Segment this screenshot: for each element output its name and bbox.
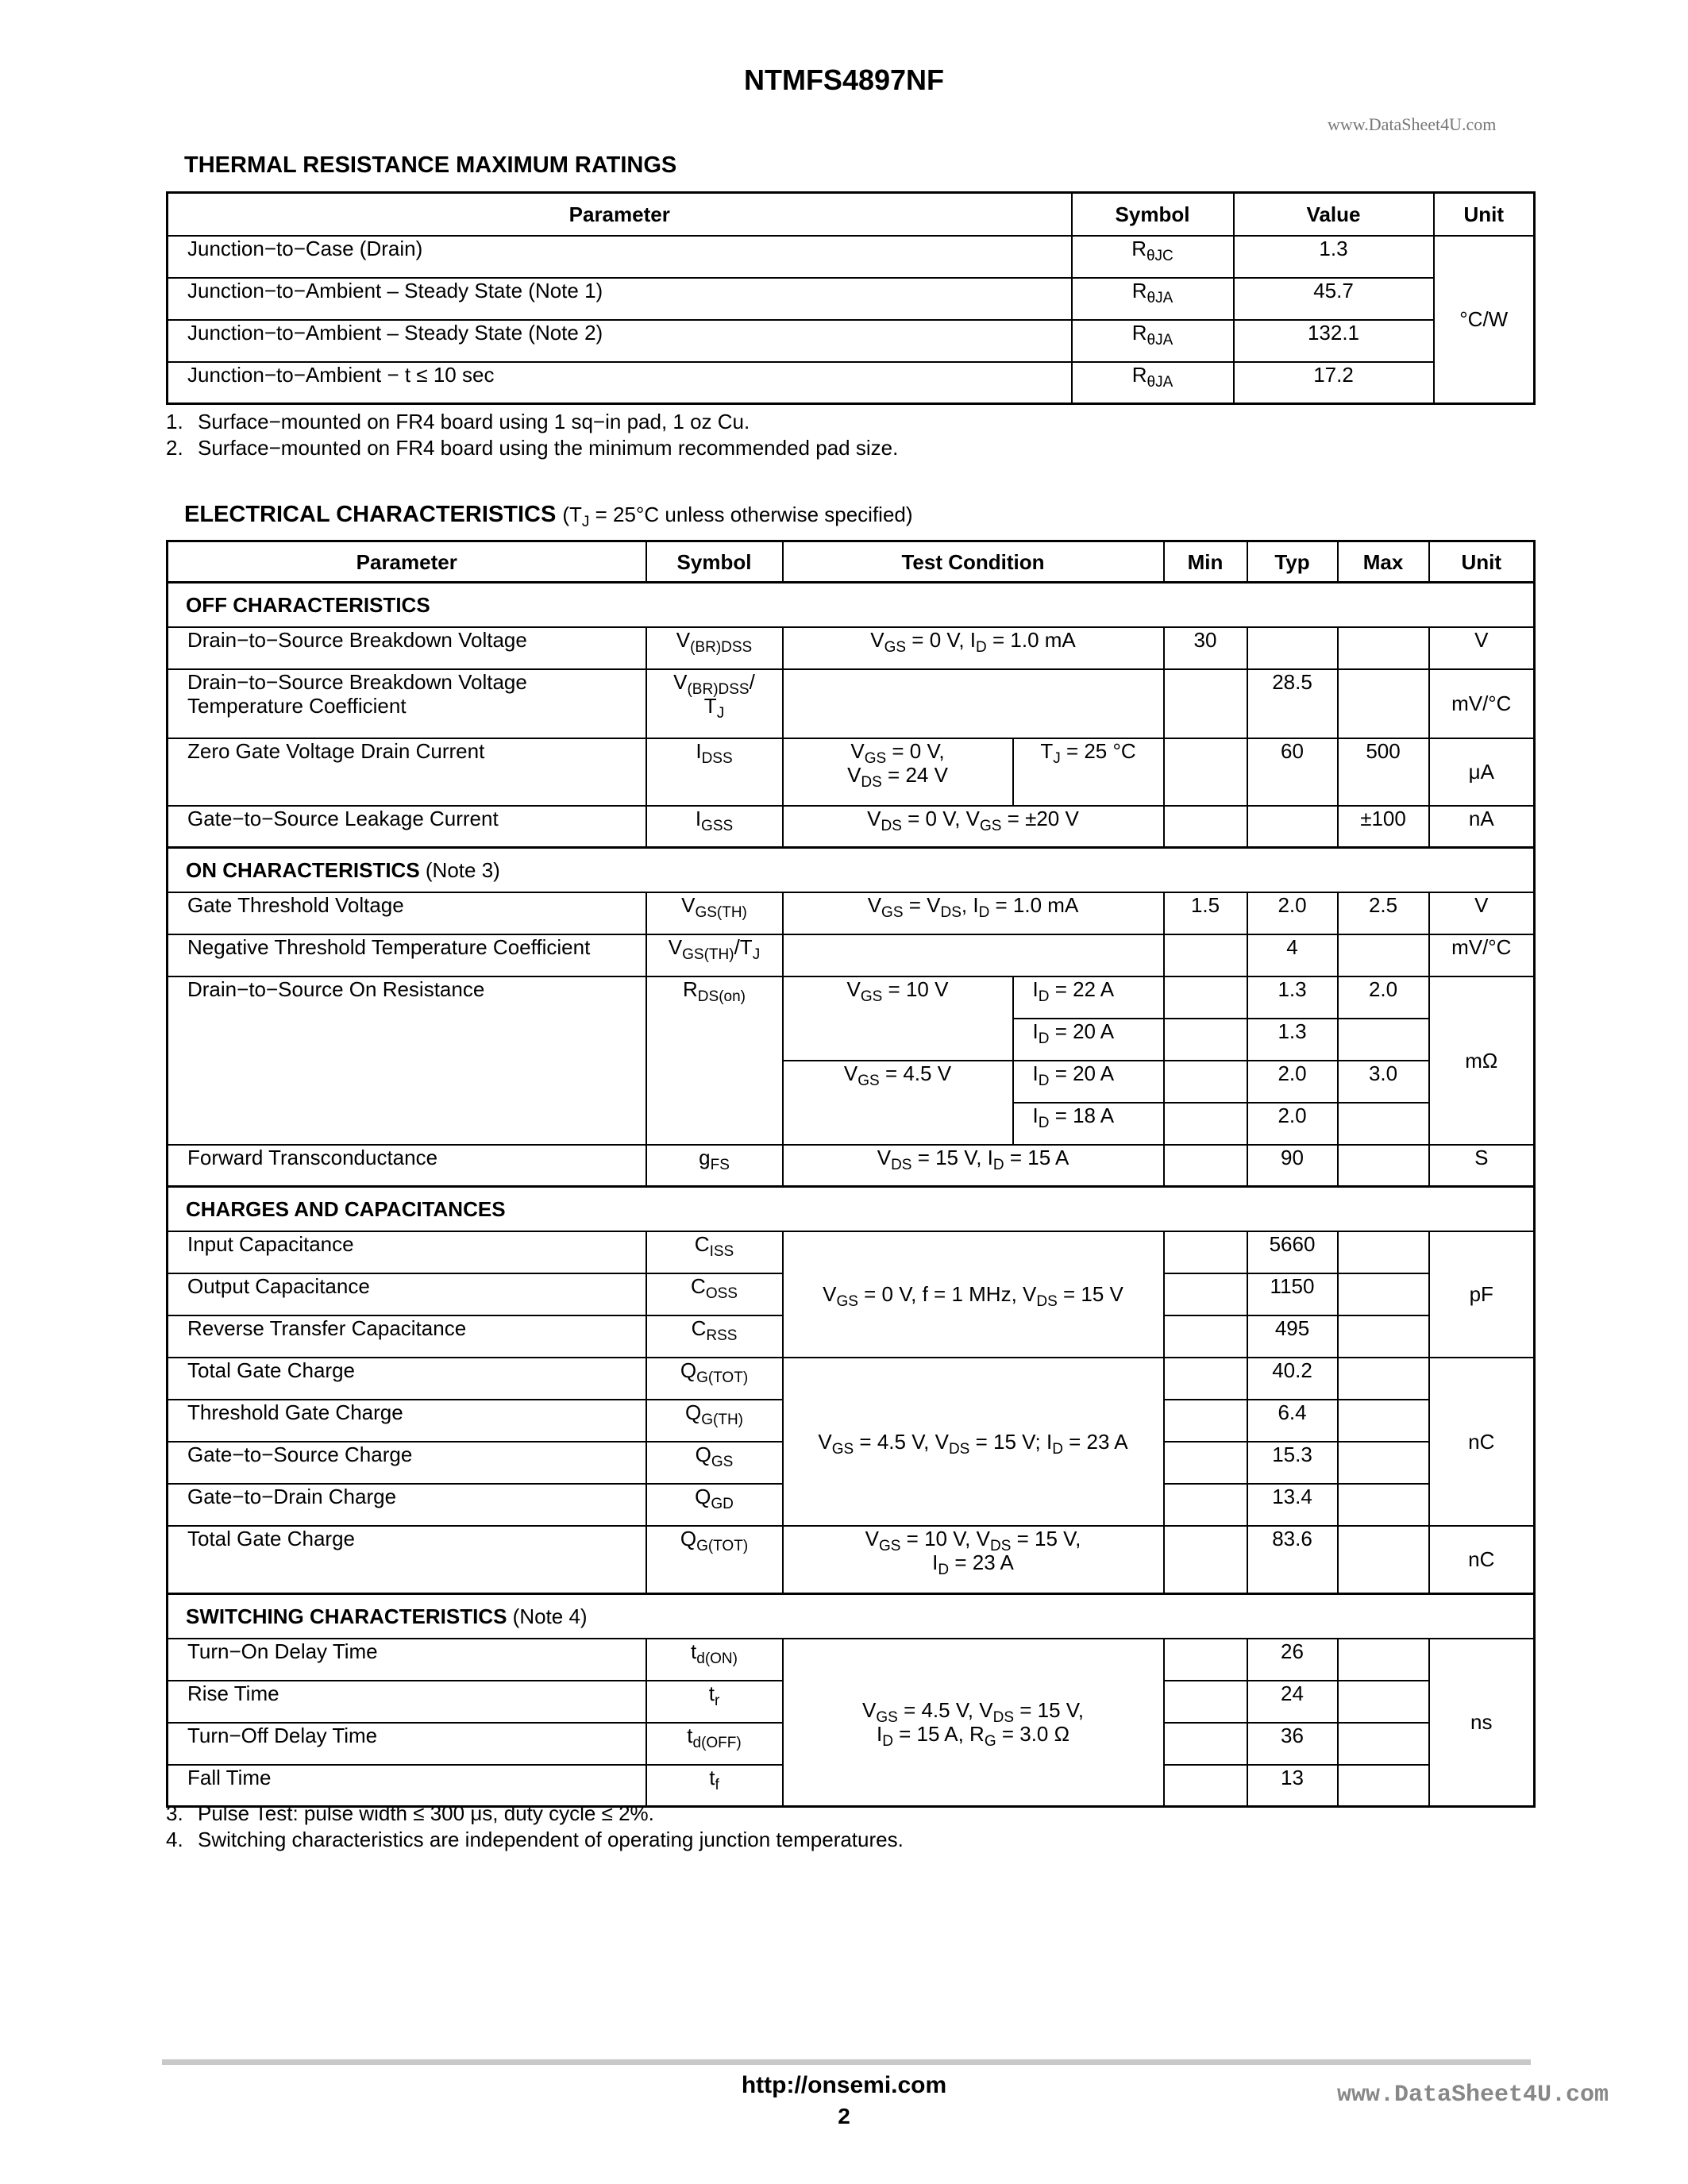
max-rdson [1338,1103,1429,1145]
symbol-charge: $Q_{GS}$ [646,1442,783,1484]
cond-rdson-vgs45: $V_{GS} = 4.5$ V [783,1061,1013,1145]
unit-bvdss-tc: mV/°C [1429,669,1535,738]
thermal-symbol: $R_{\theta JA}$ [1072,278,1234,320]
unit-switching: ns [1429,1639,1535,1807]
col-header-symbol: Symbol [1072,193,1234,236]
unit-vth-tc: mV/°C [1429,934,1535,976]
symbol-charge: $Q_{G(TOT)}$ [646,1358,783,1400]
max-vth: 2.5 [1338,892,1429,934]
col-header-min: Min [1164,541,1247,583]
param-capacitance: Reverse Transfer Capacitance [168,1315,646,1358]
param-gfs: Forward Transconductance [168,1145,646,1187]
cond-rdson-id: $I_D = 22$ A [1013,976,1164,1019]
symbol-capacitance: $C_{RSS}$ [646,1315,783,1358]
typ-charge: 6.4 [1247,1400,1338,1442]
unit-capacitance: pF [1429,1231,1535,1358]
max-igss: ±100 [1338,806,1429,848]
typ-switching: 13 [1247,1765,1338,1807]
unit-bvdss: V [1429,627,1535,669]
param-bvdss: Drain−to−Source Breakdown Voltage [168,627,646,669]
typ-rdson: 2.0 [1247,1103,1338,1145]
cond-capacitance: $V_{GS} = 0$ V, f = 1 MHz, $V_{DS} = 15$ V [783,1231,1164,1358]
thermal-symbol: $R_{\theta JC}$ [1072,236,1234,278]
watermark-top[interactable]: www.DataSheet4U.com [1328,114,1497,134]
off-characteristics-heading: OFF CHARACTERISTICS [168,583,1535,627]
watermark-bottom[interactable]: www.DataSheet4U.com [1337,2082,1609,2109]
col-header-test-condition: Test Condition [783,541,1164,583]
min-bvdss: 30 [1164,627,1247,669]
note-3: 3. Pulse Test: pulse width ≤ 300 μs, duty cycle ≤ 2%. [166,1801,654,1825]
param-vth-tc: Negative Threshold Temperature Coefficient [168,934,646,976]
col-header-value: Value [1234,193,1434,236]
param-switching: Rise Time [168,1681,646,1723]
symbol-charge: $Q_{G(TH)}$ [646,1400,783,1442]
col-header-unit: Unit [1434,193,1535,236]
electrical-section-title: ELECTRICAL CHARACTERISTICS ($T_J = 25^\circ C$ unless otherwise specified) [184,502,913,530]
param-charge: Total Gate Charge [168,1358,646,1400]
cond-qg-10v: $V_{GS} = 10$ V, $V_{DS} = 15$ V, $I_D = 23$ A [783,1526,1164,1594]
thermal-value: 1.3 [1234,236,1434,278]
unit-igss: nA [1429,806,1535,848]
typ-charge: 15.3 [1247,1442,1338,1484]
thermal-symbol: $R_{\theta JA}$ [1072,320,1234,362]
thermal-table [166,191,1536,405]
min-vth: 1.5 [1164,892,1247,934]
thermal-value: 132.1 [1234,320,1434,362]
thermal-notes [166,409,898,461]
unit-qg-10v: nC [1429,1526,1535,1594]
symbol-capacitance: $C_{OSS}$ [646,1273,783,1315]
typ-rdson: 2.0 [1247,1061,1338,1103]
typ-gfs: 90 [1247,1145,1338,1187]
thermal-param: Junction−to−Case (Drain) [168,236,1072,278]
symbol-rdson: $R_{DS(on)}$ [646,976,783,1145]
param-idss: Zero Gate Voltage Drain Current [168,738,646,806]
param-charge: Gate−to−Source Charge [168,1442,646,1484]
thermal-param: Junction−to−Ambient – Steady State (Note 1) [168,278,1072,320]
unit-gfs: S [1429,1145,1535,1187]
symbol-bvdss: $V_{(BR)DSS}$ [646,627,783,669]
typ-vth-tc: 4 [1247,934,1338,976]
typ-vth: 2.0 [1247,892,1338,934]
thermal-value: 45.7 [1234,278,1434,320]
symbol-switching: $t_f$ [646,1765,783,1807]
param-vth: Gate Threshold Voltage [168,892,646,934]
symbol-switching: $t_r$ [646,1681,783,1723]
typ-capacitance: 1150 [1247,1273,1338,1315]
max-rdson: 3.0 [1338,1061,1429,1103]
col-header-unit: Unit [1429,541,1535,583]
thermal-section-title: THERMAL RESISTANCE MAXIMUM RATINGS [184,152,677,178]
typ-qg-10v: 83.6 [1247,1526,1338,1594]
param-rdson: Drain−to−Source On Resistance [168,976,646,1145]
col-header-parameter: Parameter [168,193,1072,236]
max-rdson: 2.0 [1338,976,1429,1019]
symbol-gfs: $g_{FS}$ [646,1145,783,1187]
symbol-igss: $I_{GSS}$ [646,806,783,848]
typ-switching: 36 [1247,1723,1338,1765]
param-capacitance: Input Capacitance [168,1231,646,1273]
charges-capacitances-heading: CHARGES AND CAPACITANCES [168,1187,1535,1231]
unit-idss: μA [1429,738,1535,806]
param-bvdss-tc: Drain−to−Source Breakdown Voltage Temperature Coefficient [168,669,646,738]
typ-switching: 24 [1247,1681,1338,1723]
param-qg-10v: Total Gate Charge [168,1526,646,1594]
symbol-vth-tc: $V_{GS(TH)}/T_J$ [646,934,783,976]
footer-url-link[interactable]: http://onsemi.com [741,2072,947,2098]
typ-charge: 13.4 [1247,1484,1338,1526]
switching-characteristics-heading: SWITCHING CHARACTERISTICS (Note 4) [168,1594,1535,1639]
col-header-symbol: Symbol [646,541,783,583]
thermal-unit: °C/W [1434,236,1535,404]
cond-vth: $V_{GS} = V_{DS}$, $I_D = 1.0$ mA [783,892,1164,934]
electrical-notes [166,1801,904,1853]
col-header-parameter: Parameter [168,541,646,583]
symbol-vth: $V_{GS(TH)}$ [646,892,783,934]
param-charge: Gate−to−Drain Charge [168,1484,646,1526]
thermal-param: Junction−to−Ambient – Steady State (Note 2) [168,320,1072,362]
typ-capacitance: 495 [1247,1315,1338,1358]
param-capacitance: Output Capacitance [168,1273,646,1315]
unit-rdson: mΩ [1429,976,1535,1145]
param-igss: Gate−to−Source Leakage Current [168,806,646,848]
typ-bvdss-tc: 28.5 [1247,669,1338,738]
thermal-param: Junction−to−Ambient − t ≤ 10 sec [168,362,1072,404]
cond-idss-voltage: $V_{GS} = 0$ V, $V_{DS} = 24$ V [783,738,1013,806]
cond-gfs: $V_{DS} = 15$ V, $I_D = 15$ A [783,1145,1164,1187]
cond-rdson-id: $I_D = 18$ A [1013,1103,1164,1145]
on-characteristics-heading: ON CHARACTERISTICS (Note 3) [168,848,1535,892]
cond-idss-temp: $T_J = 25$ °C [1013,738,1164,806]
max-rdson [1338,1019,1429,1061]
param-switching: Turn−Off Delay Time [168,1723,646,1765]
typ-capacitance: 5660 [1247,1231,1338,1273]
symbol-bvdss-tc: $V_{(BR)DSS}/$ $T_J$ [646,669,783,738]
param-charge: Threshold Gate Charge [168,1400,646,1442]
cond-switching: $V_{GS} = 4.5$ V, $V_{DS} = 15$ V, $I_D = 15$ A, $R_G = 3.0$ Ω [783,1639,1164,1807]
cond-rdson-id: $I_D = 20$ A [1013,1019,1164,1061]
param-switching: Turn−On Delay Time [168,1639,646,1681]
symbol-charge: $Q_{GD}$ [646,1484,783,1526]
cond-charge: $V_{GS} = 4.5$ V, $V_{DS} = 15$ V; $I_D = 23$ A [783,1358,1164,1526]
symbol-switching: $t_{d(OFF)}$ [646,1723,783,1765]
page-number: 2 [838,2104,850,2128]
param-switching: Fall Time [168,1765,646,1807]
typ-idss: 60 [1247,738,1338,806]
note-1: 1. Surface−mounted on FR4 board using 1 sq−in pad, 1 oz Cu. [166,410,750,433]
note-4: 4. Switching characteristics are independent of operating junction temperatures. [166,1828,904,1851]
max-idss: 500 [1338,738,1429,806]
unit-charge: nC [1429,1358,1535,1526]
cond-rdson-vgs10: $V_{GS} = 10$ V [783,976,1013,1061]
electrical-table [166,540,1536,1808]
cond-bvdss: $V_{GS} = 0$ V, $I_D = 1.0$ mA [783,627,1164,669]
thermal-symbol: $R_{\theta JA}$ [1072,362,1234,404]
typ-rdson: 1.3 [1247,1019,1338,1061]
typ-rdson: 1.3 [1247,976,1338,1019]
symbol-capacitance: $C_{ISS}$ [646,1231,783,1273]
unit-vth: V [1429,892,1535,934]
symbol-qg-10v: $Q_{G(TOT)}$ [646,1526,783,1594]
typ-charge: 40.2 [1247,1358,1338,1400]
cond-rdson-id: $I_D = 20$ A [1013,1061,1164,1103]
symbol-idss: $I_{DSS}$ [646,738,783,806]
thermal-value: 17.2 [1234,362,1434,404]
cond-igss: $V_{DS} = 0$ V, $V_{GS} = \pm 20$ V [783,806,1164,848]
typ-switching: 26 [1247,1639,1338,1681]
col-header-typ: Typ [1247,541,1338,583]
symbol-switching: $t_{d(ON)}$ [646,1639,783,1681]
footer-divider [162,2059,1531,2065]
col-header-max: Max [1338,541,1429,583]
page-title: NTMFS4897NF [743,64,945,96]
note-2: 2. Surface−mounted on FR4 board using the minimum recommended pad size. [166,436,899,460]
